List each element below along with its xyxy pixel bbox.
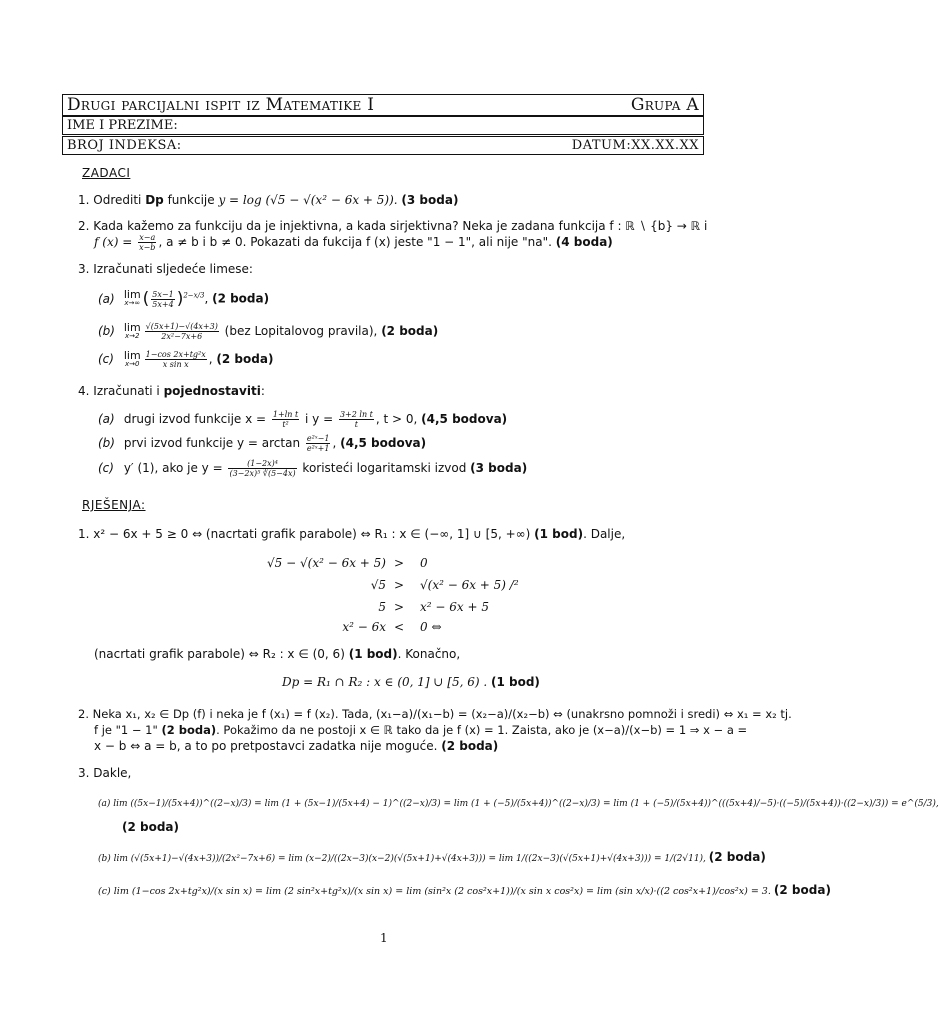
solution-1-line-3: Dp = R₁ ∩ R₂ : x ∈ (0, 1] ∪ [5, 6) . (1 bod): [282, 675, 540, 689]
solution-3c: (c) lim (1−cos 2x+tg²x)/(x sin x) = lim (2 sin²x+tg²x)/(x sin x) = lim (sin²x (2 cos²x+1))/(x sin x cos²x) = lim (sin x/x)·((2 cos²x+1)/cos²x) = 3. (2 boda): [98, 883, 831, 897]
exam-title-box: [62, 94, 704, 116]
solution-3: 3. Dakle,: [78, 766, 132, 780]
task-1-formula: y = log (√5 − √(x² − 6x + 5)).: [218, 193, 398, 207]
task-1: 1. Odrediti Dp funkcije y = log (√5 − √(x² − 6x + 5)). (3 boda): [78, 193, 459, 207]
index-box: [62, 136, 704, 155]
index-label: BROJ INDEKSA:: [67, 138, 182, 153]
exam-page: Drugi parcijalni ispit iz Matematike I Grupa A IME I PREZIME: BROJ INDEKSA: DATUM:XX.XX.XX ZADACI 1. Odrediti Dp funkcije y = log (√5 − √(x² − 6x + 5)). (3 boda) 2. Kada kažemo za funkciju da je injektivna, a kada sirjektivna? Neka je zadana funkcija f : ℝ ∖ {b} → ℝ i f (x) = $\frac{x-a}{x-b}$ , a ≠ b i b ≠ 0. Pokazati da fukcija f (x) jeste "1 − 1", ali nije "na". (4 boda) 3. Izračunati sljedeće limese: (a) lim x→∞ ( $\frac{5x-1}{5x+4}$ )$^{2-x/3}$, (2 boda) (b) lim x→2 $\frac{√(5x+1)-√(4x+3)}{\text{2x²−7x+6}}$ (bez Lopitalovog pravila), (2 boda) (c) lim x→0 $\frac{\text{1−cos 2x+tg²x}}{\text{x sin x}}$ , (2 boda) 4. Izračunati i pojednostaviti: (a) drugi izvod funkcije x = $\frac{\text{1+ln t}}{\text{t²}}$ i y = $\frac{\text{3+2 ln t}}{t}$ , t > 0, (4,5 bodova) (b) prvi izvod funkcije y = arctan $\frac{\text{e²ˣ−1}}{\text{e²ˣ+1}}$ , (4,5 bodova) (c) y′ (1), ako je y = $\frac{\text{(1−2x)⁴}}{\text{(3−2x)⁵ ∛(5−4x)}}$ koristeći logaritamski izvod (3 boda) RJEŠENJA: 1. x² − 6x + 5 ≥ 0 ⇔ (nacrtati grafik parabole) ⇔ R₁ : x ∈ (−∞, 1] ∪ [5, +∞) (1 bod). Dalje, √5 − √(x² − 6x + 5) > 0 √5 > √(x² − 6x + 5) /² 5 > x² − 6x + 5 x² − 6x < 0 ⇔ (nacrtati grafik parabole) ⇔ R₂ : x ∈ (0, 6) (1 bod). Konačno, Dp = R₁ ∩ R₂ : x ∈ (0, 1] ∪ [5, 6) . (1 bod) 2. Neka x₁, x₂ ∈ Dp (f) i neka je f (x₁) = f (x₂). Tada, (x₁−a)/(x₁−b) = (x₂−a)/(x₂−b) ⇔ (unakrsno pomnoži i sredi) ⇔ x₁ = x₂ tj. f je "1 − 1" (2 boda). Pokažimo da ne postoji x ∈ ℝ tako da je f (x) = 1. Zaista, ako je (x−a)/(x−b) = 1 ⇒ x − a = x − b ⇔ a = b, a to po pretpostavci zadatka nije moguće. (2 boda) 3. Dakle, (a) lim ((5x−1)/(5x+4))^((2−x)/3) = lim (1 + (5x−1)/(5x+4) − 1)^((2−x)/3) = lim (1 + (−5)/(5x+4))^((2−x)/3) = lim (1 + (−5)/(5x+4))^(((5x+4)/−5)·((−5)/(5x+4))·((2−x)/3)) = e^(5/3), (2 boda) (b) lim (√(5x+1)−√(4x+3))/(2x²−7x+6) = lim (x−2)/((2x−3)(x−2)(√(5x+1)+√(4x+3))) = lim 1/((2x−3)(√(5x+1)+√(4x+3))) = 1/(2√11), (2 boda) (c) lim (1−cos 2x+tg²x)/(x sin x) = lim (2 sin²x+tg²x)/(x sin x) = lim (sin²x (2 cos²x+1))/(x sin x cos²x) = lim (sin x/x)·((2 cos²x+1)/cos²x) = 3. (2 boda) 1: [0, 0, 768, 1024]
task-2-line-1: 2. Kada kažemo za funkciju da je injektivna, a kada sirjektivna? Neka je zadana funkcija f : ℝ ∖ {b} → ℝ i: [78, 219, 708, 233]
tasks-heading: ZADACI: [82, 166, 131, 180]
name-label: IME I PREZIME:: [67, 118, 178, 133]
exam-group: Grupa A: [630, 95, 699, 115]
solution-1-line-1: 1. x² − 6x + 5 ≥ 0 ⇔ (nacrtati grafik parabole) ⇔ R₁ : x ∈ (−∞, 1] ∪ [5, +∞) (1 bod). Dalje,: [78, 527, 626, 541]
solution-3b: (b) lim (√(5x+1)−√(4x+3))/(2x²−7x+6) = lim (x−2)/((2x−3)(x−2)(√(5x+1)+√(4x+3))) = lim 1/((2x−3)(√(5x+1)+√(4x+3))) = 1/(2√11), (2 boda): [98, 850, 766, 864]
date-label: DATUM:XX.XX.XX: [571, 138, 699, 153]
task-1-points: (3 boda): [401, 193, 459, 207]
task-3a: (a) lim x→∞ ( $\frac{5x-1}{5x+4}$ )$^{2-x/3}$, (2 boda): [98, 288, 270, 309]
task-2-points: (4 boda): [555, 235, 613, 249]
name-box: [62, 116, 704, 135]
exam-title: Drugi parcijalni ispit iz Matematike I: [67, 95, 375, 115]
solutions-heading: RJEŠENJA:: [82, 498, 146, 512]
task-4c: (c) y′ (1), ako je y = $\frac{\text{(1−2x)⁴}}{\text{(3−2x)⁵ ∛(5−4x)}}$ koristeći logaritamski izvod (3 boda): [98, 459, 528, 478]
task-3c: (c) lim x→0 $\frac{\text{1−cos 2x+tg²x}}{\text{x sin x}}$ , (2 boda): [98, 348, 274, 369]
solution-1-line-2: (nacrtati grafik parabole) ⇔ R₂ : x ∈ (0, 6) (1 bod). Konačno,: [94, 647, 461, 661]
solution-2-line-1: 2. Neka x₁, x₂ ∈ Dp (f) i neka je f (x₁) = f (x₂). Tada, (x₁−a)/(x₁−b) = (x₂−a)/(x₂−b) ⇔ (unakrsno pomnoži i sredi) ⇔ x₁ = x₂ tj.: [78, 707, 792, 721]
page-number: 1: [380, 931, 388, 945]
solution-3a-line-1: (a) lim ((5x−1)/(5x+4))^((2−x)/3) = lim (1 + (5x−1)/(5x+4) − 1)^((2−x)/3) = lim (1 + (−5)/(5x+4))^((2−x)/3) = lim (1 + (−5)/(5x+4))^(((5x+4)/−5)·((−5)/(5x+4))·((2−x)/3)) = e^(5/3),: [98, 799, 939, 809]
task-4: 4. Izračunati i pojednostaviti:: [78, 384, 265, 398]
task-4b: (b) prvi izvod funkcije y = arctan $\frac{\text{e²ˣ−1}}{\text{e²ˣ+1}}$ , (4,5 bodova): [98, 434, 427, 453]
task-4a: (a) drugi izvod funkcije x = $\frac{\text{1+ln t}}{\text{t²}}$ i y = $\frac{\text{3+2 ln t}}{t}$ , t > 0, (4,5 bodova): [98, 410, 508, 429]
task-2-line-2: f (x) = $\frac{x-a}{x-b}$ , a ≠ b i b ≠ 0. Pokazati da fukcija f (x) jeste "1 − 1", ali nije "na". (4 boda): [94, 233, 613, 252]
solution-2-line-3: x − b ⇔ a = b, a to po pretpostavci zadatka nije moguće. (2 boda): [94, 739, 499, 753]
solution-2-line-2: f je "1 − 1" (2 boda). Pokažimo da ne postoji x ∈ ℝ tako da je f (x) = 1. Zaista, ako je (x−a)/(x−b) = 1 ⇒ x − a =: [94, 723, 748, 737]
task-3: 3. Izračunati sljedeće limese:: [78, 262, 253, 276]
solution-3a-points: (2 boda): [122, 820, 180, 834]
task-3b: (b) lim x→2 $\frac{√(5x+1)-√(4x+3)}{\text{2x²−7x+6}}$ (bez Lopitalovog pravila), (2 boda): [98, 320, 439, 341]
